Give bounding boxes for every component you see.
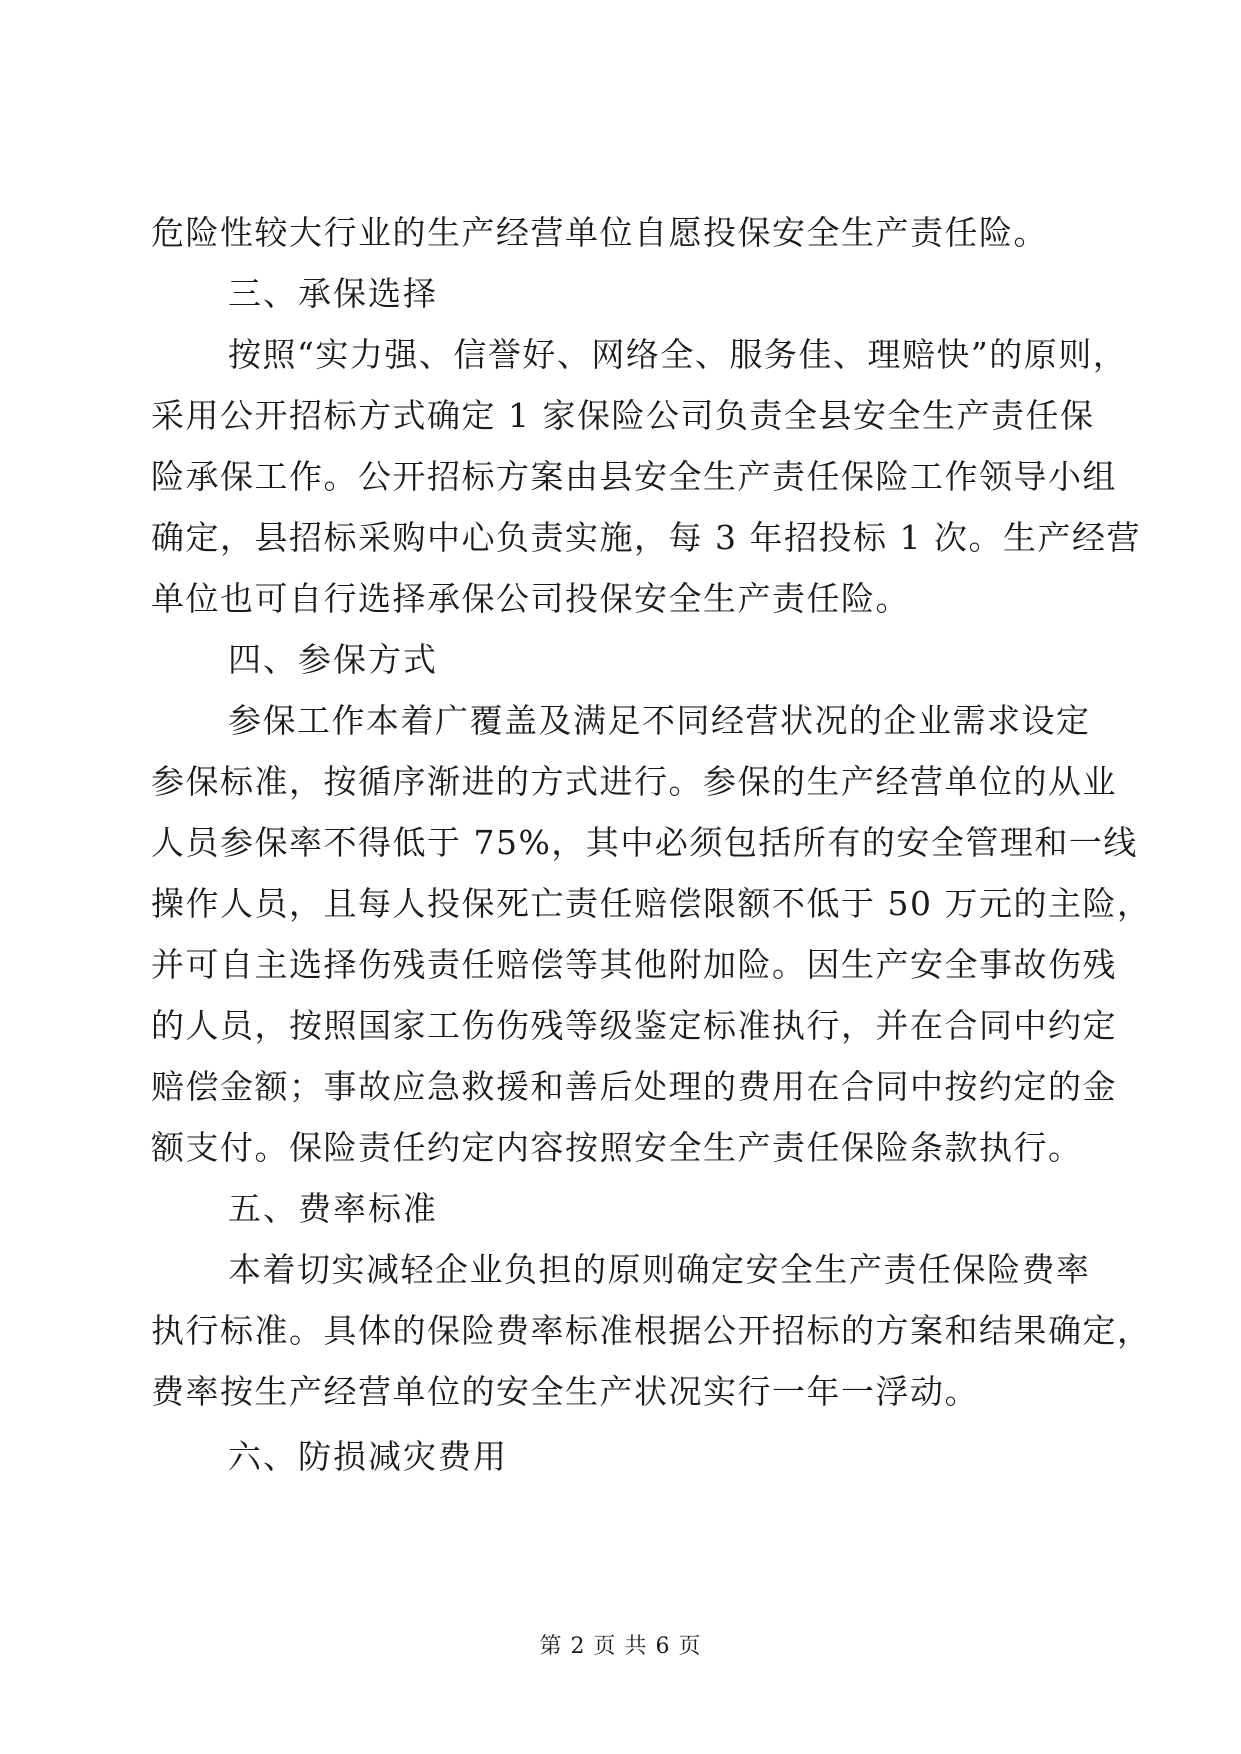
text-line: 操作人员，且每人投保死亡责任赔偿限额不低于 50 万元的主险， [151, 884, 1152, 923]
text-line: 赔偿金额；事故应急救援和善后处理的费用在合同中按约定的金 [151, 1067, 1117, 1106]
text-line: 执行标准。具体的保险费率标准根据公开招标的方案和结果确定， [151, 1311, 1152, 1350]
text-line: 参保标准，按循序渐进的方式进行。参保的生产经营单位的从业 [151, 762, 1117, 801]
text-line: 费率按生产经营单位的安全生产状况实行一年一浮动。 [151, 1372, 979, 1411]
text-line: 额支付。保险责任约定内容按照安全生产责任保险条款执行。 [151, 1128, 1083, 1167]
text-line: 并可自主选择伤残责任赔偿等其他附加险。因生产安全事故伤残 [151, 945, 1117, 984]
section-heading: 三、承保选择 [228, 274, 438, 313]
text-line: 按照“实力强、信誉好、网络全、服务佳、理赔快”的原则， [228, 335, 1128, 374]
section-heading: 六、防损减灾费用 [228, 1437, 508, 1476]
text-line: 本着切实减轻企业负担的原则确定安全生产责任保险费率 [228, 1250, 1091, 1289]
text-line: 人员参保率不得低于 75%，其中必须包括所有的安全管理和一线 [151, 823, 1138, 862]
text-line: 参保工作本着广覆盖及满足不同经营状况的企业需求设定 [228, 701, 1091, 740]
text-line: 险承保工作。公开招标方案由县安全生产责任保险工作领导小组 [151, 457, 1117, 496]
text-line: 的人员，按照国家工伤伤残等级鉴定标准执行，并在合同中约定 [151, 1006, 1117, 1045]
document-body [151, 202, 1152, 1487]
page-number-footer: 第 2 页 共 6 页 [539, 1634, 702, 1659]
text-line: 采用公开招标方式确定 1 家保险公司负责全县安全生产责任保 [151, 396, 1095, 435]
section-heading: 四、参保方式 [228, 640, 438, 679]
section-heading: 五、费率标准 [228, 1189, 438, 1228]
text-line: 危险性较大行业的生产经营单位自愿投保安全生产责任险。 [151, 213, 1048, 252]
text-line: 单位也可自行选择承保公司投保安全生产责任险。 [151, 579, 910, 618]
text-line: 确定，县招标采购中心负责实施，每 3 年招投标 1 次。生产经营 [151, 518, 1141, 557]
